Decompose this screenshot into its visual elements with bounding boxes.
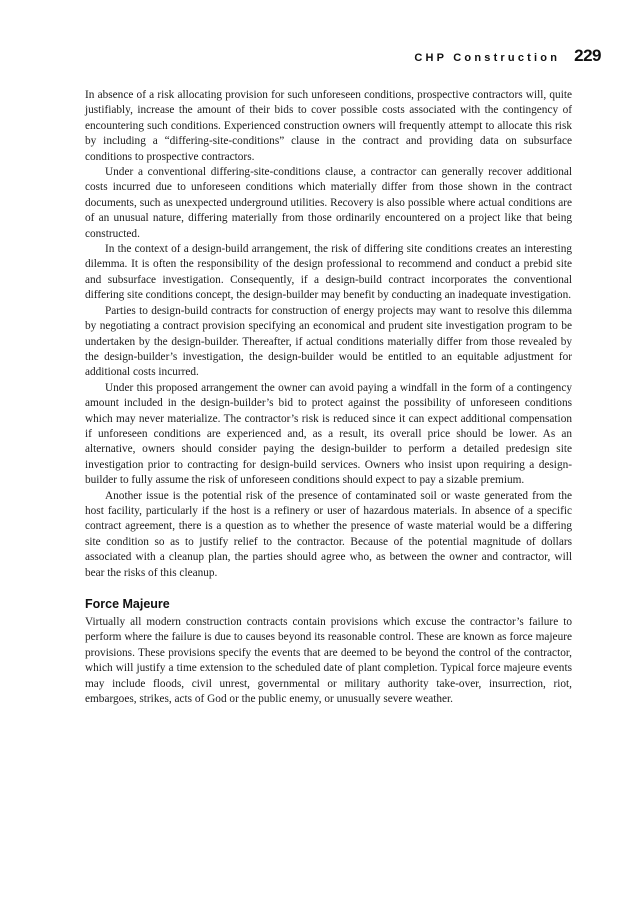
- section-paragraph: Virtually all modern construction contracts contain provisions which excuse the contractor’s failure to perform where the failure is due to causes beyond its reasonable control. These are known as force majeure provisions. These provisions specify the events that are deemed to be beyond the control of the contractor, which will justify a time extension to the scheduled date of plant completion. Typical force majeure events may include floods, civil unrest, governmental or military authority take-over, insurrection, riot, embargoes, strikes, acts of God or the public enemy, or unusually severe weather.: [85, 616, 572, 706]
- body-text: [85, 88, 572, 707]
- paragraph: In absence of a risk allocating provision for such unforeseen conditions, prospective contractors will, quite justifiably, increase the amount of their bids to cover possible costs associated with the contingency of encountering such conditions. Experienced construction owners will frequently attempt to allocate this risk by including a “differing-site-conditions” clause in the contract and providing data on subsurface conditions to prospective contractors.: [85, 89, 572, 163]
- paragraph: In the context of a design-build arrangement, the risk of differing site conditions creates an interesting dilemma. It is often the responsibility of the design professional to recommend and conduct a prebid site and subsurface investigation. Consequently, if a design-build contract incorporates the conventional differing site conditions concept, the design-builder may benefit by conducting an inadequate investigation.: [85, 243, 572, 302]
- page-number: 229: [574, 46, 601, 65]
- running-title: CHP Construction: [414, 52, 561, 64]
- paragraph: Under this proposed arrangement the owner can avoid paying a windfall in the form of a contingency amount included in the design-builder’s bid to protect against the possibility of unforeseen conditions which may never materialize. The contractor’s risk is reduced since it can expect additional compensation if unforeseen conditions are experienced and, as a result, its overall price should be lower. As an alternative, owners should consider paying the design-builder to perform a detailed predesign site investigation prior to contracting for design-build services. Owners who insist upon requiring a design-builder to fully assume the risk of unforeseen conditions should expect to pay a sizable premium.: [85, 381, 572, 487]
- paragraph: Parties to design-build contracts for construction of energy projects may want to resolve this dilemma by negotiating a contract provision specifying an economical and prudent site investigation program to be undertaken by the design-builder. Thereafter, if actual conditions materially differ from those revealed by the design-builder’s investigation, the design-builder would be entitled to an equitable adjustment for additional costs incurred.: [85, 304, 572, 379]
- section-heading: Force Majeure: [85, 597, 170, 611]
- paragraph: Under a conventional differing-site-conditions clause, a contractor can generally recover additional costs incurred due to unforeseen conditions which materially differ from those shown in the contract documents, such as unexpected underground utilities. Recovery is also possible where actual conditions are of an unusual nature, differing materially from those ordinarily encountered on a project like that being constructed.: [85, 166, 572, 240]
- paragraph: Another issue is the potential risk of the presence of contaminated soil or waste generated from the host facility, particularly if the host is a refinery or user of hazardous materials. In absence of a specific contract agreement, there is a question as to whether the presence of waste material would be a differing site condition so as to justify relief to the contractor. Because of the potential magnitude of dollars associated with a cleanup plan, the parties should agree who, as between the owner and contractor, will bear the risks of this cleanup.: [85, 489, 572, 579]
- running-header: [414, 46, 601, 66]
